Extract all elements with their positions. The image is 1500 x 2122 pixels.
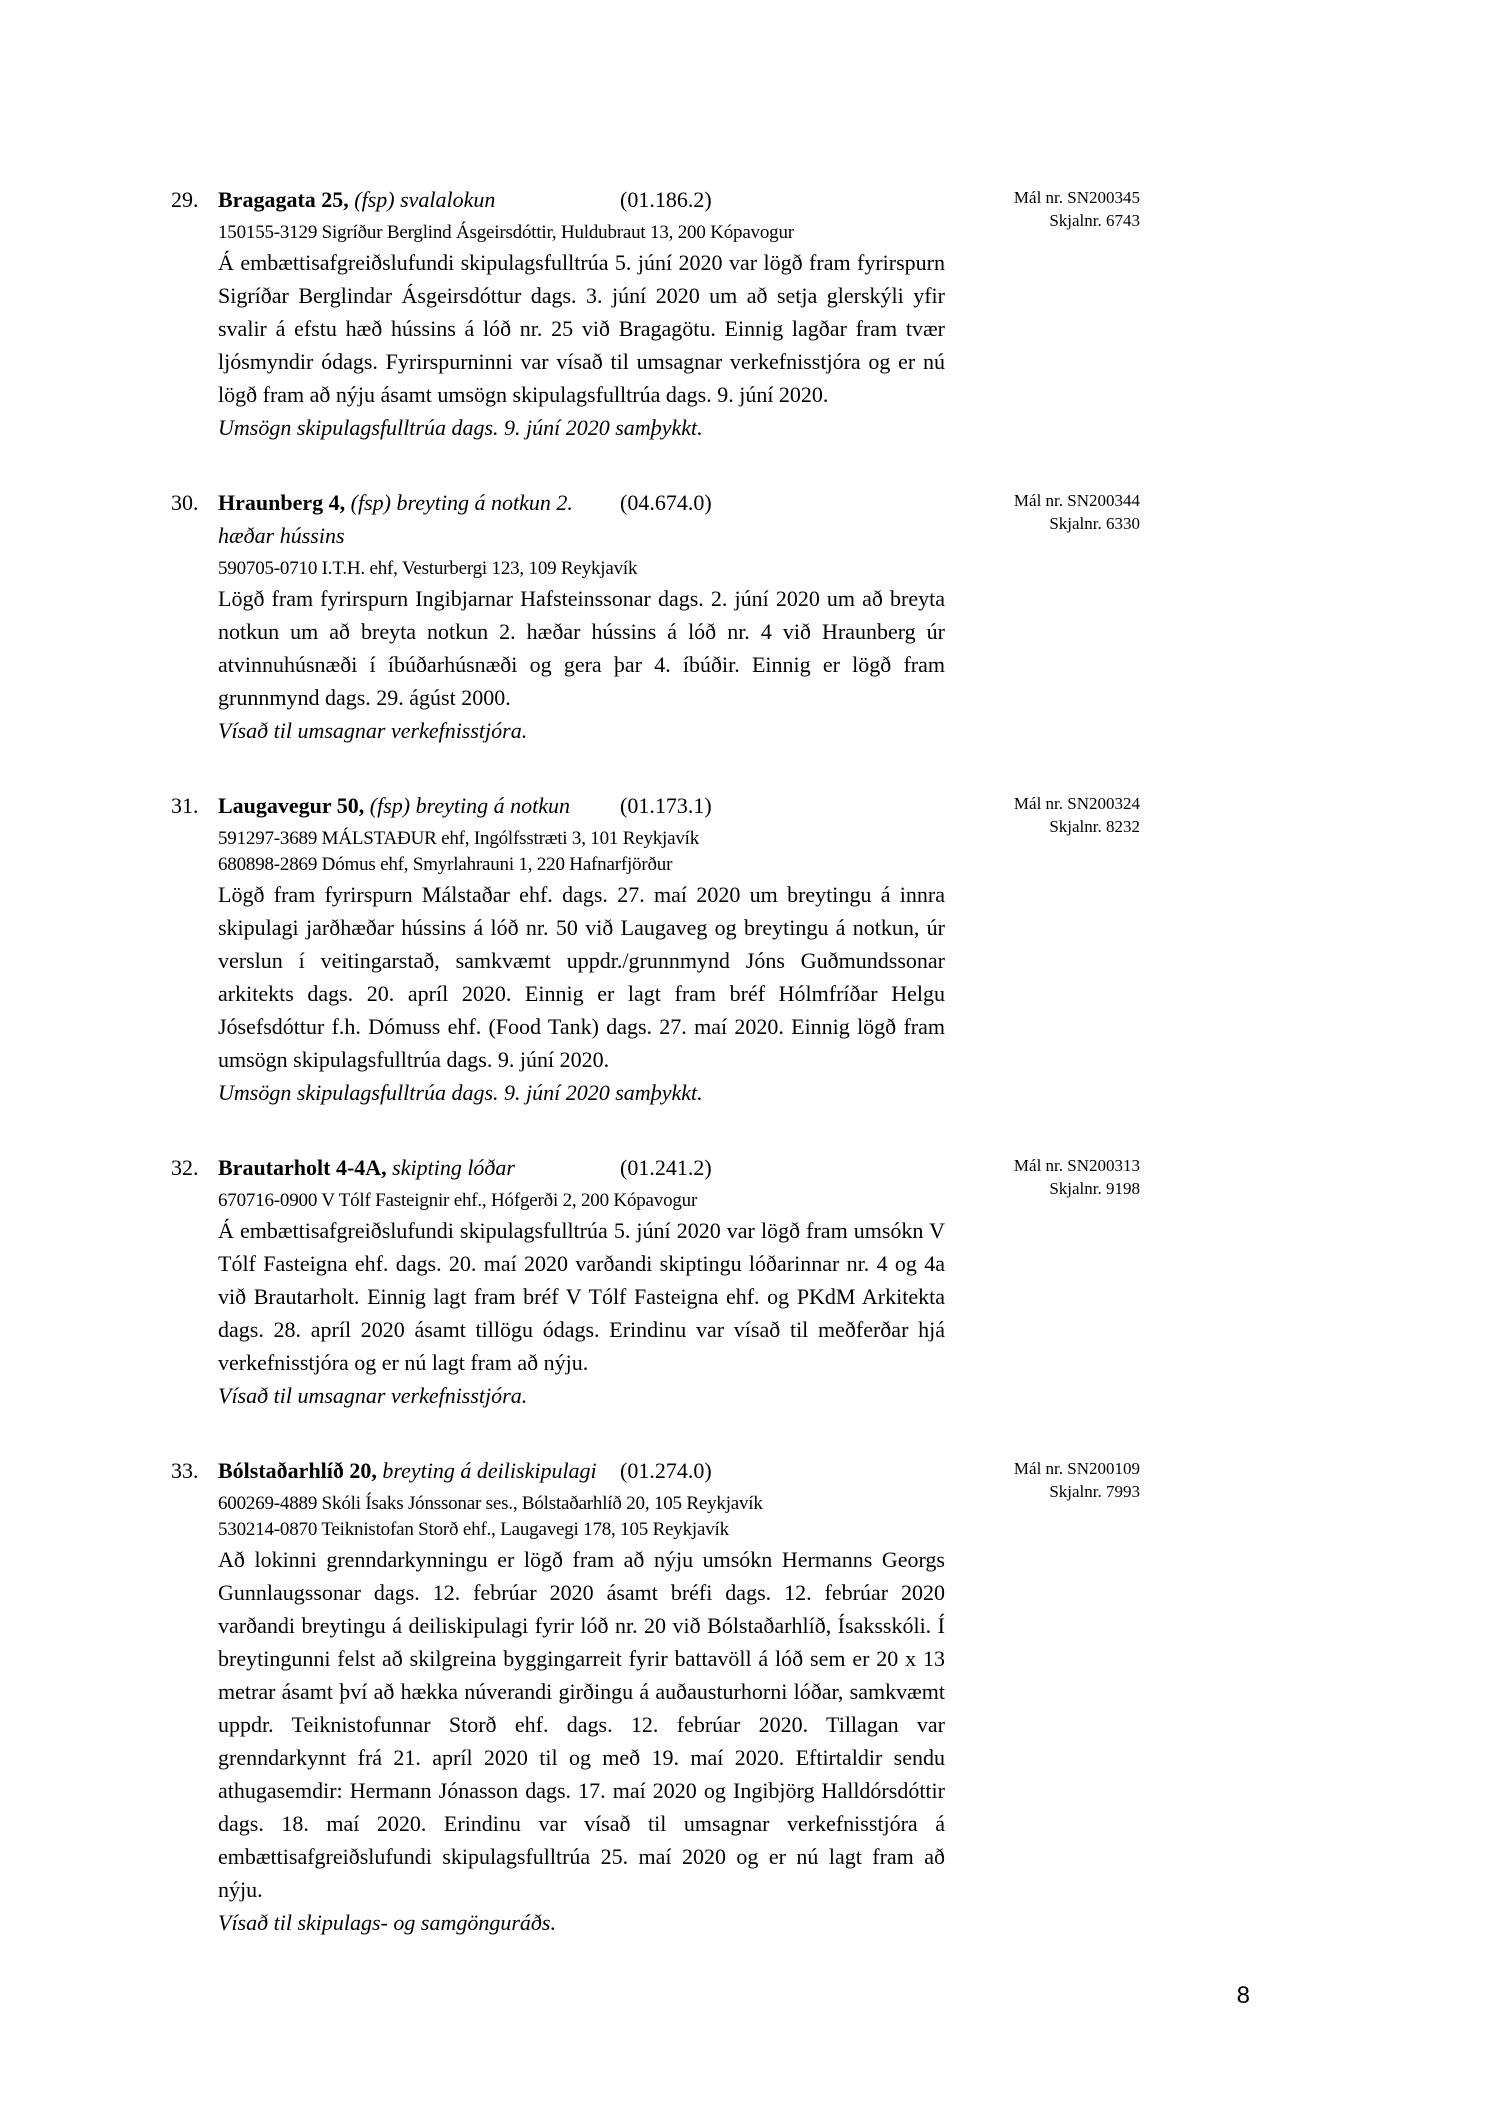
item-body: Á embættisafgreiðslufundi skipulagsfulltrúa 5. júní 2020 var lögð fram fyrirspurn Sigríðar Berglindar Ásgeirsdóttur dags. 3. júní 2020 um að setja glerskýli yfir svalir á efstu hæð hússins á lóð nr. 25 við Bragagötu. Einnig lagðar fram tvær ljósmyndir ódags. Fyrirspurninni var vísað til umsagnar verkefnisstjóra og er nú lögð fram að nýju ásamt umsögn skipulagsfulltrúa dags. 9. júní 2020. (218, 250, 945, 407)
item-resolution: Umsögn skipulagsfulltrúa dags. 9. júní 2020 samþykkt. (218, 415, 703, 440)
registrant-line: 590705-0710 I.T.H. ehf, Vesturbergi 123, 109 Reykjavík (218, 558, 638, 579)
item-title (218, 486, 616, 552)
item-title (218, 183, 616, 216)
item-resolution: Vísað til umsagnar verkefnisstjóra. (218, 1383, 528, 1408)
item-resolution: Vísað til skipulags- og samgönguráðs. (218, 1910, 556, 1935)
item-header (171, 1454, 1140, 1501)
item-number: 29. (171, 187, 199, 212)
page-number: 8 (1236, 1982, 1250, 2009)
registrant-lines (218, 556, 1140, 582)
agenda-item (171, 183, 1140, 444)
registrant-lines (218, 826, 1140, 878)
item-body: Á embættisafgreiðslufundi skipulagsfulltrúa 5. júní 2020 var lögð fram umsókn V Tólf Fasteigna ehf. dags. 20. maí 2020 varðandi skiptingu lóðarinnar nr. 4 og 4a við Brautarholt. Einnig lagt fram bréf V Tólf Fasteigna ehf. og PKdM Arkitekta dags. 28. apríl 2020 ásamt tillögu ódags. Erindinu var vísað til meðferðar hjá verkefnisstjóra og er nú lagt fram að nýju. (218, 1218, 945, 1375)
item-subject: (fsp) breyting á notkun 2. hæðar hússins (218, 490, 573, 548)
document-number: Skjalnr. 6743 (1049, 211, 1140, 230)
item-area-code: (01.241.2) (620, 1155, 712, 1180)
item-number: 30. (171, 490, 199, 515)
item-subject: (fsp) breyting á notkun (369, 793, 570, 818)
item-title (218, 789, 616, 822)
item-address: Brautarholt 4-4A, (218, 1155, 387, 1180)
item-body: Lögð fram fyrirspurn Ingibjarnar Hafsteinssonar dags. 2. júní 2020 um að breyta notkun um að breyta notkun 2. hæðar hússins á lóð nr. 4 við Hraunberg úr atvinnuhúsnæði í íbúðarhúsnæði og gera þar 4. íbúðir. Einnig er lögð fram grunnmynd dags. 29. ágúst 2000. (218, 586, 945, 710)
agenda-item (171, 789, 1140, 1109)
registrant-lines (218, 220, 1140, 246)
document-number: Skjalnr. 9198 (1049, 1179, 1140, 1198)
item-resolution: Umsögn skipulagsfulltrúa dags. 9. júní 2020 samþykkt. (218, 1080, 703, 1105)
item-address: Bólstaðarhlíð 20, (218, 1458, 377, 1483)
case-number: Mál nr. SN200109 (1013, 1459, 1140, 1478)
case-number: Mál nr. SN200344 (1013, 491, 1140, 510)
registrant-lines (218, 1188, 1140, 1214)
document-number: Skjalnr. 7993 (1049, 1482, 1140, 1501)
agenda-item (171, 486, 1140, 747)
item-area-code: (01.186.2) (620, 187, 712, 212)
registrant-line: 670716-0900 V Tólf Fasteignir ehf., Hófgerði 2, 200 Kópavogur (218, 1190, 698, 1211)
item-address: Bragagata 25, (218, 187, 349, 212)
registrant-line: 591297-3689 MÁLSTAÐUR ehf, Ingólfsstræti 3, 101 Reykjavík (218, 828, 700, 849)
item-header (171, 1151, 1140, 1198)
item-subject: breyting á deiliskipulagi (382, 1458, 597, 1483)
item-area-code: (01.274.0) (620, 1458, 712, 1483)
registrant-line: 530214-0870 Teiknistofan Storð ehf., Laugavegi 178, 105 Reykjavík (218, 1519, 729, 1540)
document-number: Skjalnr. 8232 (1049, 817, 1140, 836)
item-area-code: (04.674.0) (620, 490, 712, 515)
registrant-lines (218, 1491, 1140, 1543)
case-reference (1014, 489, 1140, 535)
agenda-items (171, 183, 1140, 1939)
item-body: Að lokinni grenndarkynningu er lögð fram að nýju umsókn Hermanns Georgs Gunnlaugssonar dags. 12. febrúar 2020 ásamt bréfi dags. 12. febrúar 2020 varðandi breytingu á deiliskipulagi fyrir lóð nr. 20 við Bólstaðarhlíð, Ísaksskóli. Í breytingunni felst að skilgreina byggingarreit fyrir battavöll á lóð sem er 20 x 13 metrar ásamt því að hækka núverandi girðingu á auðausturhorni lóðar, samkvæmt uppdr. Teiknistofunnar Storð ehf. dags. 12. febrúar 2020. Tillagan var grenndarkynnt frá 21. apríl 2020 til og með 19. maí 2020. Eftirtaldir sendu athugasemdir: Hermann Jónasson dags. 17. maí 2020 og Ingibjörg Halldórsdóttir dags. 18. maí 2020. Erindinu var vísað til umsagnar verkefnisstjóra á embættisafgreiðslufundi skipulagsfulltrúa 25. maí 2020 og er nú lagt fram að nýju. (218, 1547, 945, 1902)
item-subject: (fsp) svalalokun (354, 187, 496, 212)
case-reference (1014, 1457, 1140, 1503)
item-resolution: Vísað til umsagnar verkefnisstjóra. (218, 718, 528, 743)
item-number: 31. (171, 793, 199, 818)
registrant-line: 680898-2869 Dómus ehf, Smyrlahrauni 1, 220 Hafnarfjörður (218, 854, 673, 875)
item-header (171, 183, 1140, 230)
agenda-item (171, 1151, 1140, 1412)
item-address: Hraunberg 4, (218, 490, 346, 515)
case-number: Mál nr. SN200345 (1013, 188, 1140, 207)
item-header (171, 789, 1140, 836)
registrant-line: 150155-3129 Sigríður Berglind Ásgeirsdóttir, Huldubraut 13, 200 Kópavogur (218, 222, 794, 243)
case-number: Mál nr. SN200313 (1013, 1156, 1140, 1175)
registrant-line: 600269-4889 Skóli Ísaks Jónssonar ses., Bólstaðarhlíð 20, 105 Reykjavík (218, 1493, 763, 1514)
agenda-item (171, 1454, 1140, 1939)
case-reference (1014, 1154, 1140, 1200)
item-number: 32. (171, 1155, 199, 1180)
item-number: 33. (171, 1458, 199, 1483)
item-area-code: (01.173.1) (620, 793, 712, 818)
item-address: Laugavegur 50, (218, 793, 365, 818)
case-reference (1014, 792, 1140, 838)
item-title (218, 1454, 616, 1487)
item-title (218, 1151, 616, 1184)
item-subject: skipting lóðar (392, 1155, 515, 1180)
case-reference (1014, 186, 1140, 232)
item-body: Lögð fram fyrirspurn Málstaðar ehf. dags. 27. maí 2020 um breytingu á innra skipulagi jarðhæðar hússins á lóð nr. 50 við Laugaveg og breytingu á notkun, úr verslun í veitingarstað, samkvæmt uppdr./grunnmynd Jóns Guðmundssonar arkitekts dags. 20. apríl 2020. Einnig er lagt fram bréf Hólmfríðar Helgu Jósefsdóttur f.h. Dómuss ehf. (Food Tank) dags. 27. maí 2020. Einnig lögð fram umsögn skipulagsfulltrúa dags. 9. júní 2020. (218, 882, 945, 1072)
document-number: Skjalnr. 6330 (1049, 514, 1140, 533)
case-number: Mál nr. SN200324 (1013, 794, 1140, 813)
item-header (171, 486, 1140, 552)
